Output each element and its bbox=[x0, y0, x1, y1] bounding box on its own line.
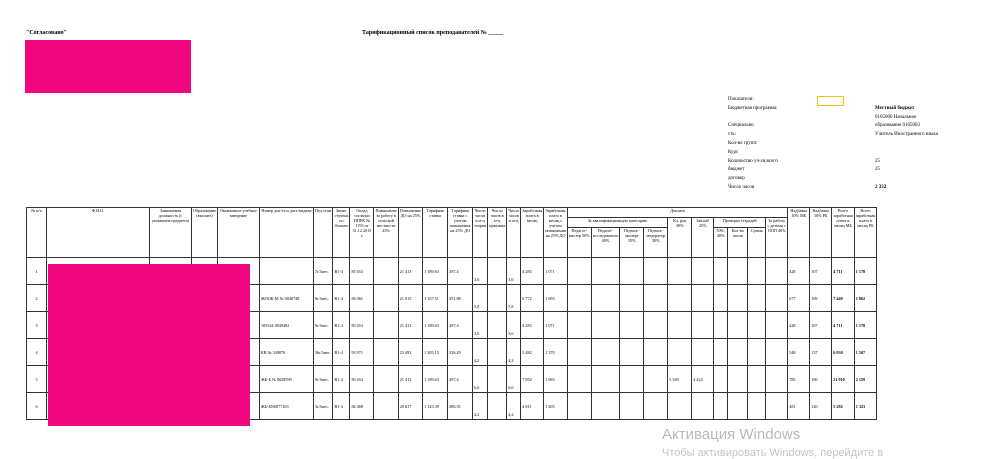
cell-tot-rb: 1 178 bbox=[854, 312, 876, 339]
col-zav-kab: Зав.каб 25% bbox=[692, 218, 714, 258]
cell-hours bbox=[507, 312, 521, 339]
cell-pay-inc: 1 071 bbox=[544, 312, 568, 339]
cell-q3 bbox=[620, 366, 644, 393]
cell-q4 bbox=[644, 339, 668, 366]
cell-hours bbox=[507, 393, 521, 420]
cell-doc: ЖБ-БN0877163 bbox=[259, 393, 313, 420]
cell-stazh: 9г.5мес. bbox=[313, 312, 333, 339]
col-hours-month: Число часов в м-ц bbox=[507, 208, 521, 258]
cell-q4 bbox=[644, 393, 668, 420]
cell-ch3 bbox=[748, 285, 766, 312]
cell-pay-inc: 1 203 bbox=[544, 393, 568, 420]
cell-doc bbox=[259, 258, 313, 285]
info-value: 25 bbox=[875, 158, 880, 164]
col-pay: Заработная плата в месяц bbox=[521, 208, 544, 258]
cell-value: 4,2 bbox=[474, 357, 480, 363]
info-value: 0105000 Начальное bbox=[875, 114, 917, 120]
cell-q2 bbox=[591, 258, 619, 285]
col-rural: Повышение за работу в сельской местности 25% bbox=[374, 208, 398, 258]
cell-q4 bbox=[644, 312, 668, 339]
cell-num: 3 bbox=[27, 312, 47, 339]
cell-rural bbox=[374, 258, 398, 285]
cell-pay: 7 852 bbox=[521, 366, 544, 393]
cell-doc: ЖБ-Б № 0028599 bbox=[259, 366, 313, 393]
info-label: Показатели: bbox=[728, 97, 754, 102]
col-q-master: Педагог-мастер 50% bbox=[567, 228, 591, 258]
col-nadbavka-rb: Надбавка 10% РБ bbox=[810, 208, 832, 258]
cell-q3 bbox=[620, 285, 644, 312]
cell-oop bbox=[766, 312, 788, 339]
info-value: образование 0105003 bbox=[875, 123, 921, 129]
cell-rate-inc: 297,4 bbox=[448, 258, 473, 285]
info-label: договор bbox=[728, 176, 745, 182]
cell-ch2 bbox=[728, 258, 748, 285]
cell-oop bbox=[766, 285, 788, 312]
cell-theory bbox=[473, 285, 488, 312]
cell-pay: 4 283 bbox=[521, 312, 544, 339]
col-doplata: Доплата bbox=[567, 208, 787, 218]
cell-value: 4,2 bbox=[508, 357, 514, 363]
col-kl-ruk: Кл. рук 30% bbox=[668, 218, 692, 258]
cell-tot-mb: 5 292 bbox=[832, 393, 854, 420]
cell-nad-rb: 107 bbox=[810, 258, 832, 285]
cell-rate: 1 305,15 bbox=[423, 339, 448, 366]
cell-ch1 bbox=[714, 258, 728, 285]
cell-rural bbox=[374, 285, 398, 312]
info-label: Бюджетная программа: bbox=[728, 105, 778, 111]
cell-practice bbox=[488, 393, 507, 420]
cell-q1 bbox=[567, 366, 591, 393]
col-salary: Оклад согласно ППРК № 1193 от 31.12.2015 г. bbox=[350, 208, 374, 258]
col-qualification: За квалификационную категорию bbox=[567, 218, 667, 228]
redacted-names bbox=[48, 264, 250, 426]
cell-pay-inc: 1 693 bbox=[544, 285, 568, 312]
cell-kl bbox=[668, 258, 692, 285]
cell-q3 bbox=[620, 339, 644, 366]
cell-tot-rb: 1 178 bbox=[854, 258, 876, 285]
cell-inc-do: 23 493 bbox=[398, 339, 422, 366]
cell-inc-do: 21 413 bbox=[398, 258, 422, 285]
cell-kl bbox=[668, 339, 692, 366]
cell-rate-inc: 297,4 bbox=[448, 312, 473, 339]
cell-tot-mb: 4 711 bbox=[832, 312, 854, 339]
cell-theory bbox=[473, 312, 488, 339]
col-hours-practice: Число часов в м-ц практика bbox=[488, 208, 507, 258]
cell-q3 bbox=[620, 312, 644, 339]
cell-nad-rb: 169 bbox=[810, 285, 832, 312]
cell-q2 bbox=[591, 339, 619, 366]
col-check-sum: Сумма bbox=[748, 228, 766, 258]
cell-tot-rb: 1 507 bbox=[854, 339, 876, 366]
cell-num: 1 bbox=[27, 258, 47, 285]
cell-q4 bbox=[644, 258, 668, 285]
cell-stazh: 3г.5мес. bbox=[313, 393, 333, 420]
col-q-moderator: Педагог-модератор 30% bbox=[644, 228, 668, 258]
cell-level: В1-4 bbox=[333, 312, 350, 339]
cell-oop bbox=[766, 366, 788, 393]
cell-nad-rb: 196 bbox=[810, 366, 832, 393]
cell-q1 bbox=[567, 312, 591, 339]
cell-pay-inc: 1 963 bbox=[544, 366, 568, 393]
highlight-box bbox=[817, 96, 844, 106]
cell-rate: 1 145,39 bbox=[423, 393, 448, 420]
col-education: Образование (высшее) bbox=[192, 208, 218, 258]
cell-oop bbox=[766, 258, 788, 285]
cell-ch3 bbox=[748, 312, 766, 339]
cell-zav bbox=[692, 312, 714, 339]
cell-ch3 bbox=[748, 258, 766, 285]
cell-nad-mb: 481 bbox=[788, 393, 810, 420]
cell-salary: 85 653 bbox=[350, 312, 374, 339]
cell-theory bbox=[473, 366, 488, 393]
cell-nad-mb: 428 bbox=[788, 312, 810, 339]
cell-rate-inc: 291,88 bbox=[448, 285, 473, 312]
cell-level: В1-4 bbox=[333, 339, 350, 366]
cell-ch3 bbox=[748, 339, 766, 366]
cell-value: 3,6 bbox=[474, 276, 480, 282]
col-oop: За работу с детьми с ООП 40% bbox=[766, 218, 788, 258]
col-fio: Ф.И.О. bbox=[47, 208, 150, 258]
cell-value: 3,6 bbox=[474, 330, 480, 336]
info-label: бюджет bbox=[728, 167, 745, 173]
cell-rate-inc: 286,35 bbox=[448, 393, 473, 420]
cell-hours bbox=[507, 285, 521, 312]
cell-ch2 bbox=[728, 285, 748, 312]
cell-practice bbox=[488, 258, 507, 285]
cell-zav bbox=[692, 285, 714, 312]
cell-value: 6,6 bbox=[508, 384, 514, 390]
cell-kl bbox=[668, 312, 692, 339]
cell-stazh: 8г.5мес. bbox=[313, 285, 333, 312]
cell-nad-mb: 548 bbox=[788, 339, 810, 366]
cell-inc-do: 21 413 bbox=[398, 312, 422, 339]
cell-inc-do: 21 015 bbox=[398, 285, 422, 312]
cell-value: 4,2 bbox=[474, 411, 480, 417]
info-value: 25 bbox=[875, 167, 880, 173]
cell-q2 bbox=[591, 366, 619, 393]
cell-ch3 bbox=[748, 366, 766, 393]
col-check-50: 50%, 40% bbox=[714, 228, 728, 258]
cell-pay: 5 482 bbox=[521, 339, 544, 366]
agreed-label: "Согласовано" bbox=[26, 30, 67, 36]
col-position: Занимаемая должность (с указанием предмета) bbox=[150, 208, 192, 258]
cell-num: 5 bbox=[27, 366, 47, 393]
cell-ch2 bbox=[728, 312, 748, 339]
cell-q4 bbox=[644, 285, 668, 312]
cell-zav bbox=[692, 393, 714, 420]
cell-num: 6 bbox=[27, 393, 47, 420]
info-label: Курс bbox=[728, 149, 739, 155]
cell-rate-inc: 326,29 bbox=[448, 339, 473, 366]
cell-q3 bbox=[620, 393, 644, 420]
cell-pay-inc: 1 071 bbox=[544, 258, 568, 285]
cell-value: 5,8 bbox=[474, 303, 480, 309]
cell-value: 4,2 bbox=[508, 411, 514, 417]
cell-doc: ЖООК-М № 0048748 bbox=[259, 285, 313, 312]
cell-ch2 bbox=[728, 393, 748, 420]
cell-rural bbox=[374, 339, 398, 366]
cell-rate: 1 189,63 bbox=[423, 258, 448, 285]
col-level: Звено, ступень по блокам bbox=[333, 208, 350, 258]
cell-pay: 4 283 bbox=[521, 258, 544, 285]
col-doc: Номер док-та и дата выдачи bbox=[259, 208, 313, 258]
cell-kl: 5 349 bbox=[668, 366, 692, 393]
cell-level: В1-4 bbox=[333, 366, 350, 393]
cell-theory bbox=[473, 393, 488, 420]
cell-zav: 4 424 bbox=[692, 366, 714, 393]
col-stazh: Пед.стаж bbox=[313, 208, 333, 258]
cell-nad-mb: 428 bbox=[788, 258, 810, 285]
info-label: Специально bbox=[728, 123, 754, 129]
cell-ch1 bbox=[714, 285, 728, 312]
cell-rural bbox=[374, 393, 398, 420]
cell-salary: 85 653 bbox=[350, 366, 374, 393]
cell-num: 4 bbox=[27, 339, 47, 366]
col-rate: Тарифная ставка bbox=[423, 208, 448, 258]
cell-pay: 6 772 bbox=[521, 285, 544, 312]
document-title: Тарификационный список преподавателей № _____ bbox=[362, 30, 504, 36]
cell-rate: 1 189,63 bbox=[423, 312, 448, 339]
cell-nad-rb: 120 bbox=[810, 393, 832, 420]
cell-practice bbox=[488, 366, 507, 393]
cell-tot-mb: 4 711 bbox=[832, 258, 854, 285]
col-hours-theory: Число часов в м-ц теория bbox=[473, 208, 488, 258]
cell-q3 bbox=[620, 258, 644, 285]
info-value: Местный бюджет bbox=[875, 105, 915, 111]
info-label: сть: bbox=[728, 132, 737, 138]
cell-doc: КВ № 349070 bbox=[259, 339, 313, 366]
cell-q1 bbox=[567, 393, 591, 420]
cell-q1 bbox=[567, 258, 591, 285]
cell-doc: 105524 0849482 bbox=[259, 312, 313, 339]
col-check: Проверка тетрадей bbox=[714, 218, 766, 228]
cell-salary: 85 653 bbox=[350, 258, 374, 285]
cell-practice bbox=[488, 339, 507, 366]
cell-q2 bbox=[591, 312, 619, 339]
cell-rate: 1 189,63 bbox=[423, 366, 448, 393]
cell-ch2 bbox=[728, 366, 748, 393]
col-num: № п/п bbox=[27, 208, 47, 258]
cell-value: 3,6 bbox=[508, 276, 514, 282]
activation-watermark-hint: Чтобы активировать Windows, перейдите в bbox=[662, 447, 884, 459]
cell-pay-inc: 1 370 bbox=[544, 339, 568, 366]
cell-stazh: 7г.5мес. bbox=[313, 258, 333, 285]
cell-hours bbox=[507, 258, 521, 285]
cell-stazh: 36г.5мес. bbox=[313, 339, 333, 366]
col-q-expert: Педагог-эксперт 35% bbox=[620, 228, 644, 258]
cell-salary: 82 468 bbox=[350, 393, 374, 420]
cell-oop bbox=[766, 393, 788, 420]
col-pay-inc: Заработная плата в месяц с учетом повышения на 25% ДО bbox=[544, 208, 568, 258]
col-inc-do: Повышение ДО на 25% bbox=[398, 208, 422, 258]
cell-q4 bbox=[644, 366, 668, 393]
cell-level: В1-4 bbox=[333, 285, 350, 312]
cell-ch3 bbox=[748, 393, 766, 420]
cell-salary: 93 971 bbox=[350, 339, 374, 366]
cell-value: 6,6 bbox=[474, 384, 480, 390]
cell-level: В1-4 bbox=[333, 258, 350, 285]
cell-tot-mb: 6 030 bbox=[832, 339, 854, 366]
redacted-block bbox=[25, 40, 191, 93]
cell-theory bbox=[473, 258, 488, 285]
cell-ch1 bbox=[714, 339, 728, 366]
cell-value: 5,8 bbox=[508, 303, 514, 309]
cell-inc-do: 20 617 bbox=[398, 393, 422, 420]
cell-stazh: 9г.5мес. bbox=[313, 366, 333, 393]
cell-practice bbox=[488, 285, 507, 312]
cell-pay: 4 811 bbox=[521, 393, 544, 420]
info-label: Число часов bbox=[728, 185, 755, 190]
cell-salary: 84 061 bbox=[350, 285, 374, 312]
cell-nad-rb: 107 bbox=[810, 312, 832, 339]
cell-practice bbox=[488, 312, 507, 339]
col-institution: Оконченное учебное заведение bbox=[217, 208, 259, 258]
cell-rate: 1 167,51 bbox=[423, 285, 448, 312]
cell-zav bbox=[692, 258, 714, 285]
cell-nad-mb: 785 bbox=[788, 366, 810, 393]
col-nadbavka-mb: Надбавка 10% МБ bbox=[788, 208, 810, 258]
col-rate-inc: Тарифная ставка с учетом повышения на 25% ДО bbox=[448, 208, 473, 258]
cell-oop bbox=[766, 339, 788, 366]
col-total-mb: Всего заработная плата в месяц МБ bbox=[832, 208, 854, 258]
cell-rural bbox=[374, 312, 398, 339]
cell-theory bbox=[473, 339, 488, 366]
info-value: Учитель Иностранного языка bbox=[875, 132, 938, 138]
cell-ch1 bbox=[714, 366, 728, 393]
cell-level: В1-4 bbox=[333, 393, 350, 420]
cell-zav bbox=[692, 339, 714, 366]
cell-ch1 bbox=[714, 312, 728, 339]
info-value: 2 332 bbox=[875, 185, 887, 190]
cell-num: 2 bbox=[27, 285, 47, 312]
info-label: Кол-во групп: bbox=[728, 141, 758, 146]
cell-q2 bbox=[591, 285, 619, 312]
cell-ch1 bbox=[714, 393, 728, 420]
cell-tot-rb: 1 323 bbox=[854, 393, 876, 420]
cell-nad-rb: 137 bbox=[810, 339, 832, 366]
cell-tot-rb: 1 862 bbox=[854, 285, 876, 312]
cell-q2 bbox=[591, 393, 619, 420]
cell-kl bbox=[668, 393, 692, 420]
col-total-rb: Всего заработная плата в месяц РБ bbox=[854, 208, 876, 258]
cell-hours bbox=[507, 366, 521, 393]
col-q-research: Педагог-исследователь 40% bbox=[591, 228, 619, 258]
cell-nad-mb: 677 bbox=[788, 285, 810, 312]
cell-kl bbox=[668, 285, 692, 312]
cell-inc-do: 21 413 bbox=[398, 366, 422, 393]
cell-tot-mb: 7 449 bbox=[832, 285, 854, 312]
info-label: Количество уч-ся,всего bbox=[728, 158, 778, 164]
cell-q1 bbox=[567, 339, 591, 366]
cell-hours bbox=[507, 339, 521, 366]
col-check-count: Кол-во часов bbox=[728, 228, 748, 258]
cell-q1 bbox=[567, 285, 591, 312]
cell-rural bbox=[374, 366, 398, 393]
cell-ch2 bbox=[728, 339, 748, 366]
cell-rate-inc: 297,4 bbox=[448, 366, 473, 393]
activation-watermark: Активация Windows bbox=[662, 426, 801, 443]
cell-tot-mb: 21 910 bbox=[832, 366, 854, 393]
cell-value: 3,6 bbox=[508, 330, 514, 336]
cell-tot-rb: 2 159 bbox=[854, 366, 876, 393]
